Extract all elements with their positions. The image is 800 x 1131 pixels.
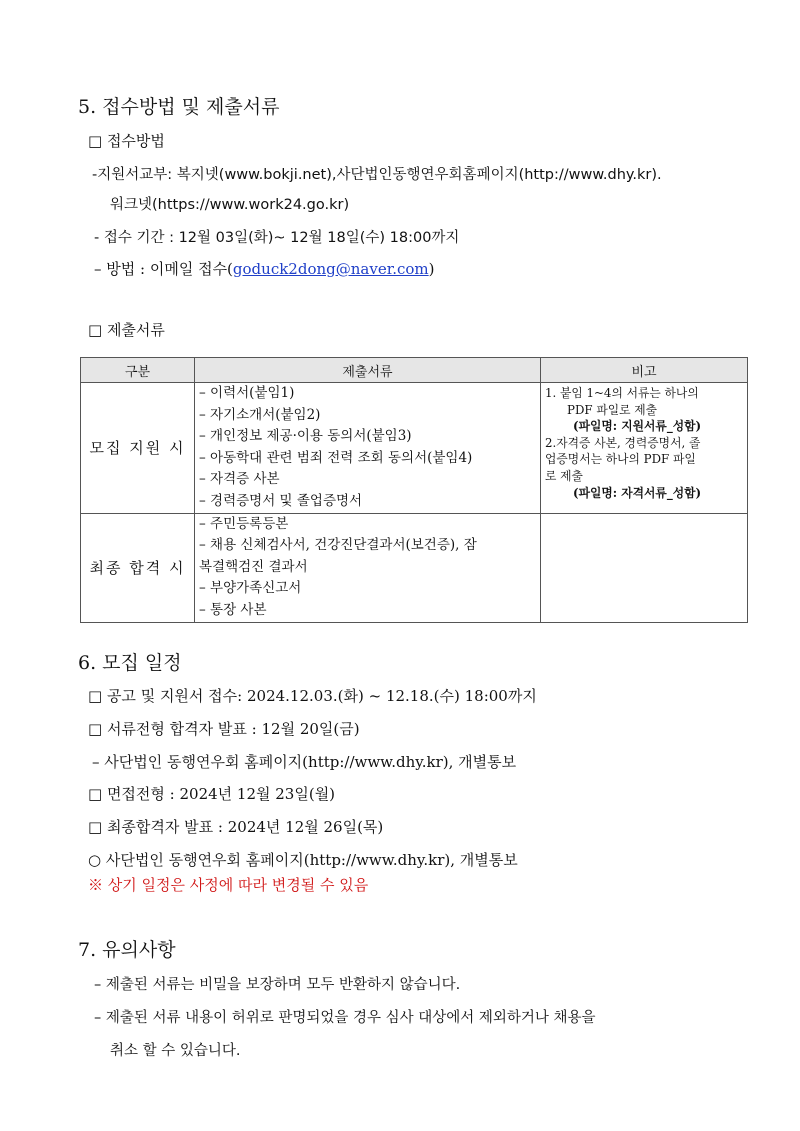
schedule-line: ○ 사단법인 동행연우회 홈페이지(http://www.dhy.kr), 개별통보 — [88, 851, 518, 869]
apply-documents — [195, 383, 541, 514]
documents-table — [80, 357, 748, 623]
method-suffix: ) — [428, 260, 435, 278]
schedule-change-note: ※ 상기 일정은 사정에 따라 변경될 수 있음 — [88, 876, 369, 894]
list-item: – 부양가족신고서 — [199, 580, 302, 597]
schedule-line: – 사단법인 동행연우회 홈페이지(http://www.dhy.kr), 개별통보 — [92, 753, 517, 771]
list-item: – 통장 사본 — [199, 601, 267, 618]
notice-line: – 제출된 서류 내용이 허위로 판명되었을 경우 심사 대상에서 제외하거나 채용을 — [94, 1010, 596, 1026]
schedule-line: □ 면접전형 : 2024년 12월 23일(월) — [88, 785, 336, 803]
list-item: – 아동학대 관련 범죄 전력 조회 동의서(붙임4) — [199, 449, 473, 466]
remark-text: PDF 파일로 제출 — [567, 402, 658, 417]
list-item: – 이력서(붙임1) — [199, 385, 295, 401]
list-item: – 채용 신체검사서, 건강진단결과서(보건증), 잠 — [199, 537, 477, 554]
list-item: – 자기소개서(붙임2) — [199, 406, 321, 423]
notice-line: – 제출된 서류는 비밀을 보장하며 모두 반환하지 않습니다. — [94, 977, 461, 993]
list-item: – 개인정보 제공·이용 동의서(붙임3) — [199, 428, 412, 445]
list-item: – 자격증 사본 — [199, 471, 280, 488]
schedule-line: □ 최종합격자 발표 : 2024년 12월 26일(목) — [88, 818, 384, 836]
reception-period: - 접수 기간 : 12월 03일(화)~ 12월 18일(수) 18:00까지 — [94, 230, 460, 246]
table-header-row — [81, 358, 748, 383]
method-prefix: – 방법 : 이메일 접수( — [94, 260, 233, 278]
remark-text: 업증명서는 하나의 PDF 파일 — [545, 452, 696, 467]
header-documents: 제출서류 — [195, 358, 541, 383]
final-documents — [195, 513, 541, 622]
category-apply: 모집 지원 시 — [81, 383, 195, 514]
application-form-line: -지원서교부: 복지넷(www.bokji.net),사단법인동행연우회홈페이지(http://www.dhy.kr). — [92, 167, 662, 183]
header-category: 구분 — [81, 358, 195, 383]
remark-filename: (파일명: 지원서류_성함) — [573, 419, 702, 434]
section5-heading: 5. 접수방법 및 제출서류 — [78, 96, 280, 118]
table-row — [81, 383, 748, 514]
header-remarks: 비고 — [541, 358, 748, 383]
notice-line: 취소 할 수 있습니다. — [110, 1043, 241, 1059]
remark-text: 로 제출 — [545, 468, 583, 483]
list-item: – 주민등록등본 — [199, 515, 289, 532]
method-subheading: □ 접수방법 — [88, 132, 165, 150]
list-item: – 경력증명서 및 졸업증명서 — [199, 492, 363, 509]
category-final: 최종 합격 시 — [81, 513, 195, 622]
remark-text: 1. 붙임 1~4의 서류는 하나의 — [545, 386, 699, 400]
final-remarks — [541, 513, 748, 622]
method-line — [94, 258, 435, 279]
schedule-line: □ 공고 및 지원서 접수: 2024.12.03.(화) ~ 12.18.(수) 18:00까지 — [88, 687, 537, 705]
table-row — [81, 513, 748, 622]
remark-filename: (파일명: 자격서류_성함) — [573, 485, 702, 500]
section7-heading: 7. 유의사항 — [78, 939, 176, 961]
worknet-line: 워크넷(https://www.work24.go.kr) — [110, 197, 350, 213]
documents-subheading: □ 제출서류 — [88, 321, 165, 339]
email-link[interactable]: goduck2dong@naver.com — [232, 260, 429, 278]
apply-remarks — [541, 383, 748, 514]
remark-text: 2.자격증 사본, 경력증명서, 졸 — [545, 435, 701, 450]
schedule-line: □ 서류전형 합격자 발표 : 12월 20일(금) — [88, 720, 360, 738]
list-item: 복결핵검진 결과서 — [199, 558, 308, 575]
section6-heading: 6. 모집 일정 — [78, 652, 182, 674]
